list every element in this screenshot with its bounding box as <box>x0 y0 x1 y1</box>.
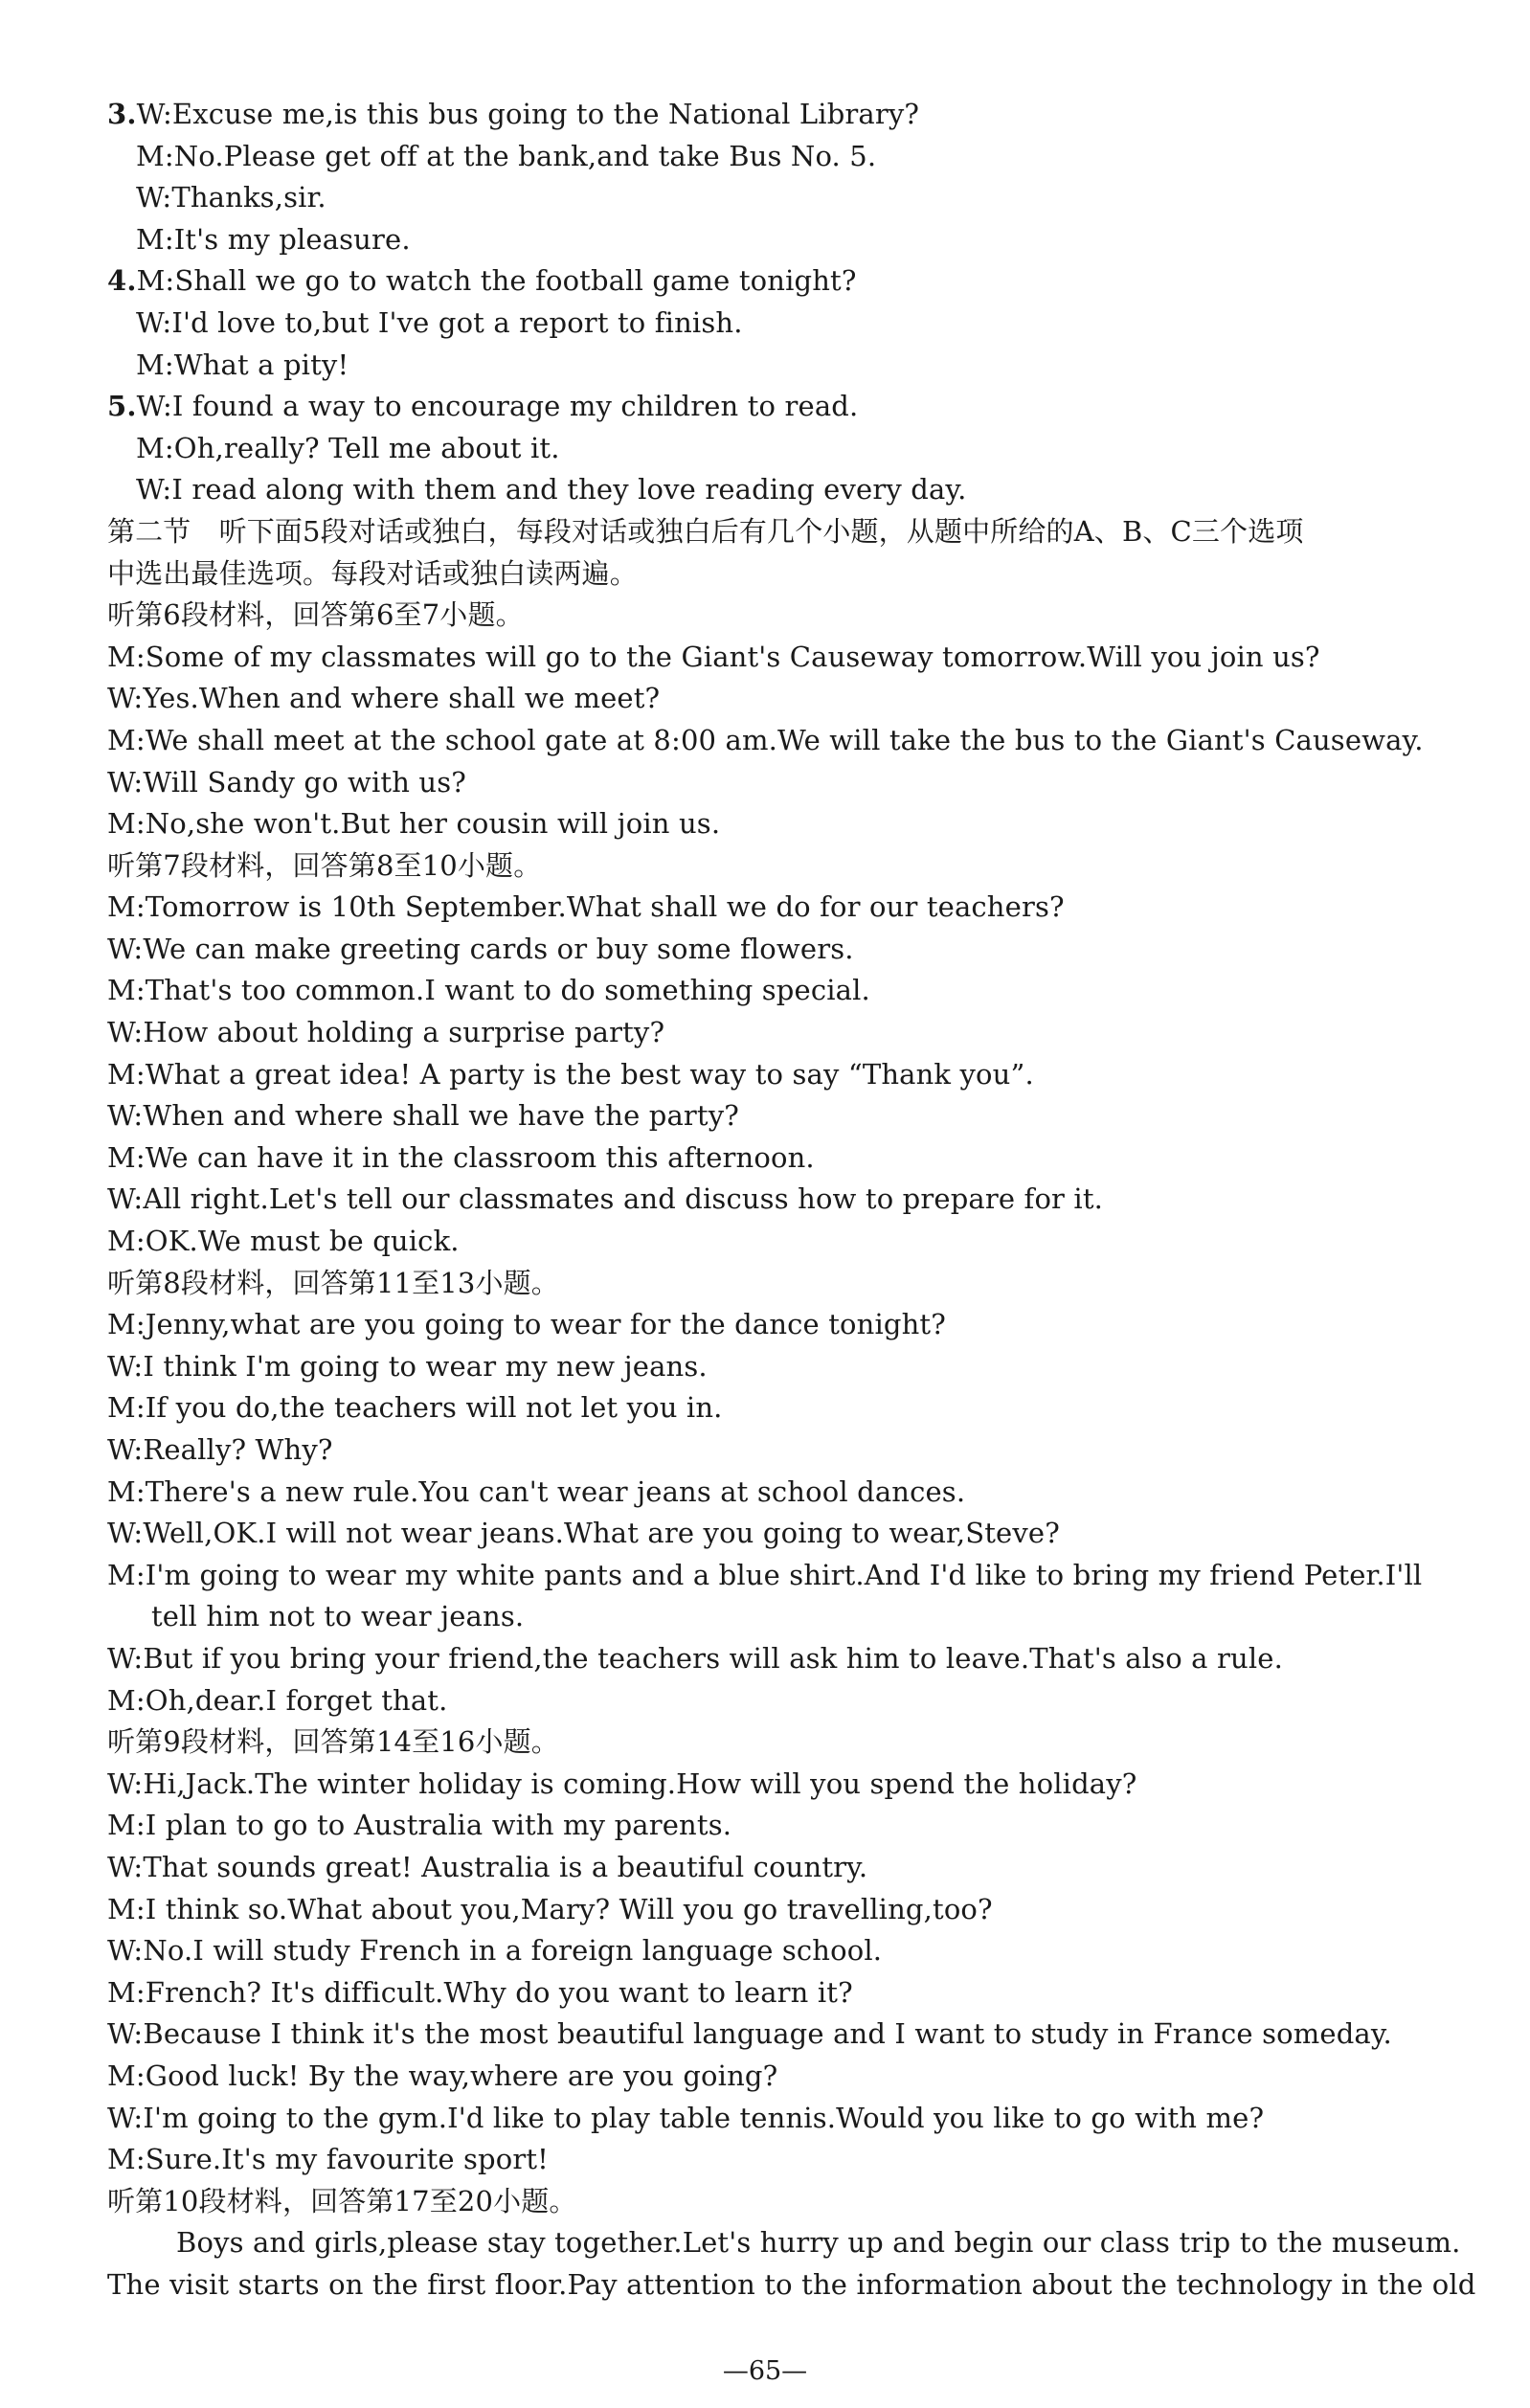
dialog-line <box>107 386 1443 428</box>
dialog-line: W:Really? Why? <box>107 1433 333 1466</box>
dialog-line: M:I plan to go to Australia with my parents. <box>107 1809 732 1842</box>
dialog-text: W:Excuse me,is this bus going to the National Library? <box>136 98 920 130</box>
section-instruction: 第二节 听下面5段对话或独白，每段对话或独白后有几个小题，从题中所给的A、B、C三个选项 <box>107 514 1304 548</box>
dialog-text: W:I found a way to encourage my children to read. <box>136 390 859 423</box>
dialog-line: W:Will Sandy go with us? <box>107 765 466 799</box>
monologue-text: The visit starts on the first floor.Pay attention to the information about the technology in the old <box>107 2267 1476 2301</box>
material-heading: 听第8段材料，回答第11至13小题。 <box>107 1266 559 1299</box>
dialog-line: M:Oh,really? Tell me about it. <box>136 431 560 464</box>
material-heading: 听第6段材料，回答第6至7小题。 <box>107 598 524 632</box>
dialog-line: M:It's my pleasure. <box>136 222 411 256</box>
dialog-line: M:No.Please get off at the bank,and take Bus No. 5. <box>136 139 877 172</box>
page-content <box>107 94 1476 2306</box>
dialog-line: W:When and where shall we have the party? <box>107 1099 739 1133</box>
dialog-line: M:No,she won't.But her cousin will join us. <box>107 807 721 841</box>
dialog-line: M:We can have it in the classroom this afternoon. <box>107 1140 815 1174</box>
material-heading: 听第7段材料，回答第8至10小题。 <box>107 848 542 882</box>
dialog-line: W:We can make greeting cards or buy some flowers. <box>107 932 854 965</box>
section-instruction: 中选出最佳选项。每段对话或独白读两遍。 <box>107 556 638 590</box>
dialog-line <box>107 94 1443 136</box>
dialog-line: W:How about holding a surprise party? <box>107 1016 665 1049</box>
dialog-line: M:Some of my classmates will go to the Giant's Causeway tomorrow.Will you join us? <box>107 640 1320 673</box>
dialog-line: W:I think I'm going to wear my new jeans. <box>107 1349 708 1383</box>
page-number: —65— <box>722 2356 808 2386</box>
dialog-line-continuation: tell him not to wear jeans. <box>151 1600 525 1633</box>
question-number: 4. <box>107 264 137 298</box>
dialog-line: W:Thanks,sir. <box>136 181 326 214</box>
dialog-line: M:We shall meet at the school gate at 8:00 am.We will take the bus to the Giant's Causeway. <box>107 723 1424 756</box>
dialog-line: W:That sounds great! Australia is a beautiful country. <box>107 1850 868 1883</box>
dialog-line: M:OK.We must be quick. <box>107 1225 460 1258</box>
dialog-line: W:I read along with them and they love reading every day. <box>136 473 967 506</box>
dialog-line: M:I'm going to wear my white pants and a blue shirt.And I'd like to bring my friend Peter.I'll <box>107 1558 1423 1591</box>
dialog-line: W:Because I think it's the most beautiful language and I want to study in France someday. <box>107 2017 1392 2051</box>
dialog-line: W:I'd love to,but I've got a report to finish. <box>136 305 743 339</box>
dialog-line: M:Tomorrow is 10th September.What shall we do for our teachers? <box>107 890 1065 924</box>
dialog-text: M:Shall we go to watch the football game tonight? <box>136 264 857 298</box>
dialog-line: W:Hi,Jack.The winter holiday is coming.How will you spend the holiday? <box>107 1767 1137 1800</box>
dialog-line: M:I think so.What about you,Mary? Will you go travelling,too? <box>107 1892 993 1925</box>
dialog-line: W:No.I will study French in a foreign language school. <box>107 1934 883 1968</box>
dialog-line: M:French? It's difficult.Why do you want to learn it? <box>107 1975 853 2009</box>
dialog-line: M:If you do,the teachers will not let you in. <box>107 1391 723 1425</box>
dialog-line: M:What a pity! <box>136 348 349 381</box>
dialog-line: M:That's too common.I want to do something special. <box>107 974 870 1007</box>
dialog-line: M:Jenny,what are you going to wear for the dance tonight? <box>107 1308 946 1341</box>
dialog-line: W:All right.Let's tell our classmates and discuss how to prepare for it. <box>107 1182 1104 1216</box>
dialog-line: M:Sure.It's my favourite sport! <box>107 2143 549 2176</box>
question-number: 3. <box>107 98 137 130</box>
dialog-line: M:There's a new rule.You can't wear jeans at school dances. <box>107 1474 966 1508</box>
dialog-line: M:Good luck! By the way,where are you going? <box>107 2059 778 2092</box>
dialog-line: M:What a great idea! A party is the best way to say “Thank you”. <box>107 1057 1034 1091</box>
dialog-line: W:Yes.When and where shall we meet? <box>107 682 661 715</box>
dialog-line: W:Well,OK.I will not wear jeans.What are you going to wear,Steve? <box>107 1517 1060 1550</box>
material-heading: 听第9段材料，回答第14至16小题。 <box>107 1725 559 1759</box>
dialog-line: W:But if you bring your friend,the teachers will ask him to leave.That's also a rule. <box>107 1641 1283 1675</box>
dialog-line: W:I'm going to the gym.I'd like to play table tennis.Would you like to go with me? <box>107 2101 1265 2134</box>
dialog-line <box>107 260 1443 303</box>
material-heading: 听第10段材料，回答第17至20小题。 <box>107 2184 577 2217</box>
monologue-text: Boys and girls,please stay together.Let's hurry up and begin our class trip to the museum. <box>176 2226 1461 2260</box>
dialog-line: M:Oh,dear.I forget that. <box>107 1683 448 1717</box>
question-number: 5. <box>107 390 137 423</box>
